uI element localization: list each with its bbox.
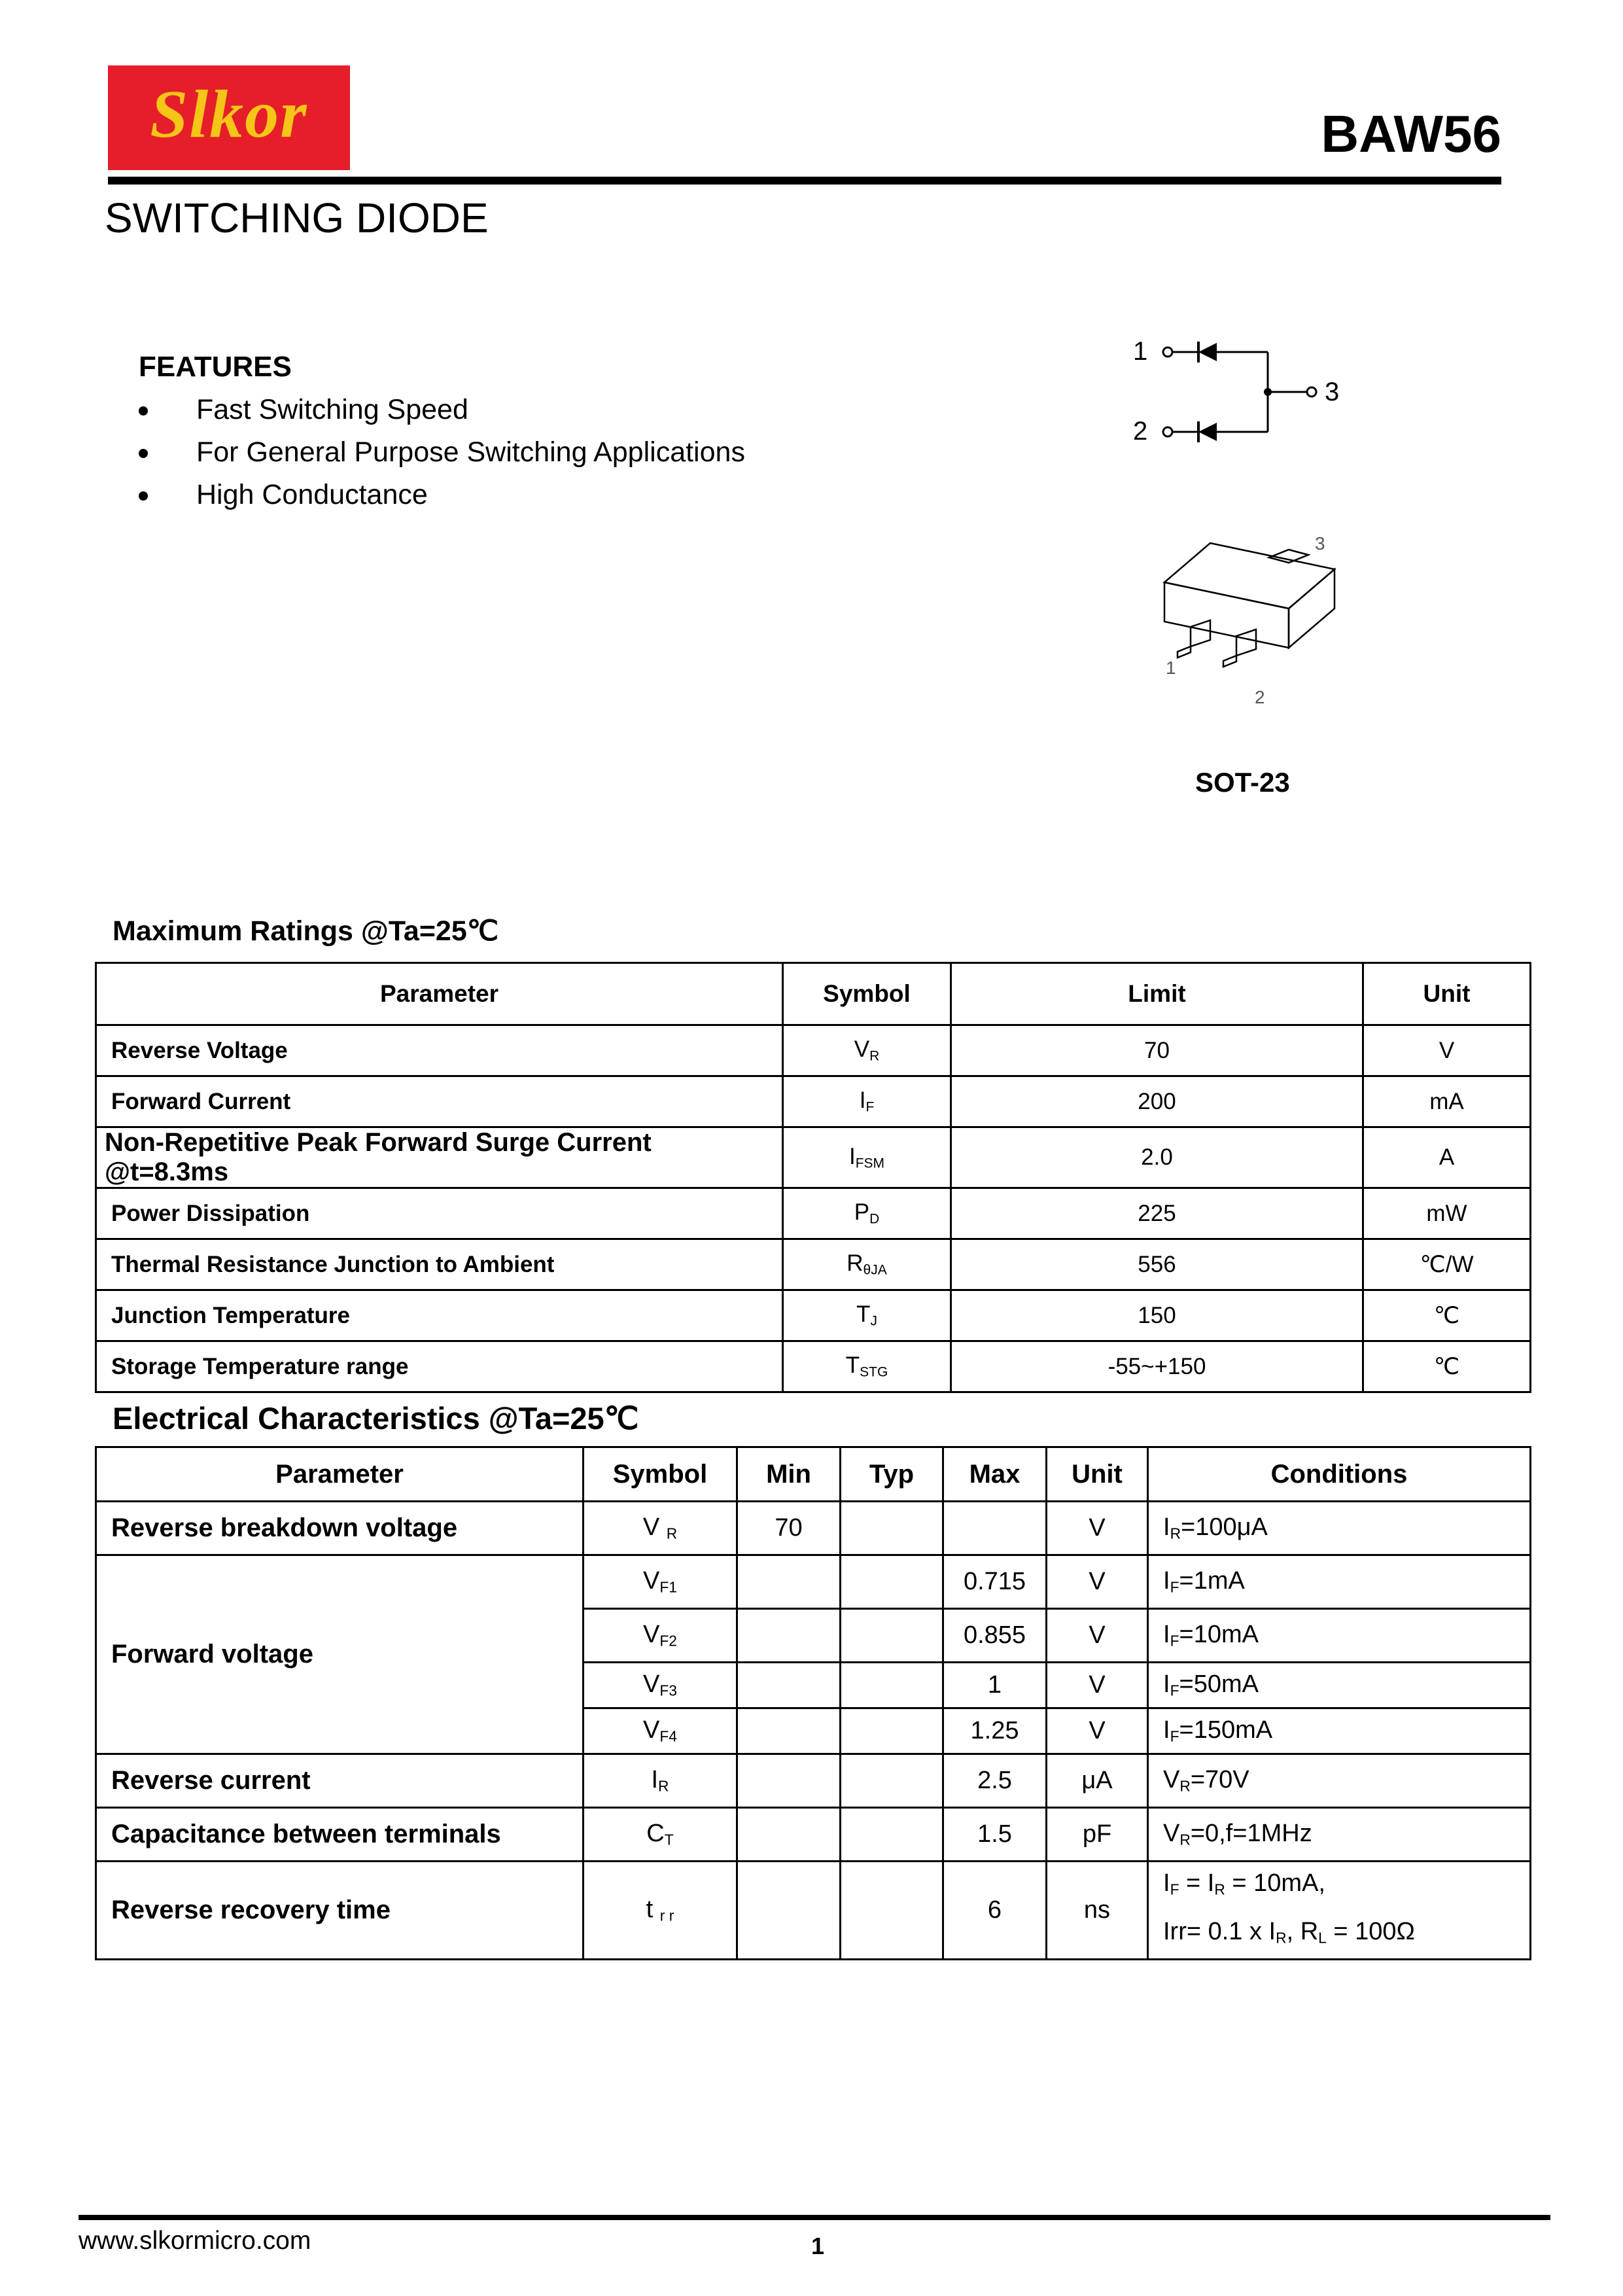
col-header-max: Max: [943, 1447, 1047, 1502]
table-row: Reverse recovery time t $_{r r}$ 6 ns $I_F = I_R = 10mA$, Irr= 0.1 x $I_R$, $R_L = 100\Omega$: [96, 1862, 1531, 1960]
table-row: $V_{F4}$ 1.25 V $I_F=150mA$: [96, 1708, 1531, 1754]
package-name: SOT-23: [1195, 767, 1290, 798]
table-header-row: [96, 1447, 1531, 1502]
col-header-unit: Unit: [1363, 963, 1531, 1025]
bullet-icon: [139, 449, 148, 458]
bullet-icon: [139, 406, 148, 415]
table-row: Capacitance between terminals $C_T$ 1.5 pF $V_R=0,f=1MHz$: [96, 1808, 1531, 1862]
part-number: BAW56: [1321, 105, 1501, 163]
feature-item: Fast Switching Speed: [139, 389, 745, 431]
col-header-limit: Limit: [951, 963, 1363, 1025]
table-row: Reverse current $I_R$ 2.5 μA $V_R=70V$: [96, 1754, 1531, 1808]
schematic-pin-2: 2: [1133, 417, 1148, 446]
col-header-parameter: Parameter: [96, 963, 783, 1025]
feature-item: High Conductance: [139, 474, 745, 516]
header-rule: [108, 177, 1501, 185]
package-pin-3: 3: [1315, 533, 1325, 554]
max-ratings-title: Maximum Ratings @Ta=25℃: [113, 915, 499, 947]
logo-text: Slkor: [150, 77, 308, 152]
electrical-table: [95, 1446, 1531, 1960]
table-row: $V_{F2}$ 0.855 V $I_F=10mA$: [96, 1609, 1531, 1663]
footer-url: www.slkormicro.com: [79, 2227, 311, 2255]
table-row: Non-Repetitive Peak Forward Surge Current @t=8.3ms $I_{FSM}$ 2.0 A: [96, 1127, 1531, 1188]
footer-rule: [79, 2215, 1550, 2220]
page-number: 1: [811, 2233, 825, 2259]
brand-logo: [108, 65, 350, 170]
bullet-icon: [139, 491, 148, 501]
electrical-title: Electrical Characteristics @Ta=25℃: [113, 1401, 639, 1436]
table-row: Junction Temperature $T_J$ 150 ℃: [96, 1290, 1531, 1341]
col-header-symbol: Symbol: [783, 963, 951, 1025]
diode-1-icon: [1198, 343, 1217, 361]
feature-item: For General Purpose Switching Applications: [139, 431, 745, 474]
col-header-unit: Unit: [1047, 1447, 1148, 1502]
table-row: Forward voltage $V_{F1}$ 0.715 V $I_F=1mA$: [96, 1555, 1531, 1609]
col-header-conditions: Conditions: [1148, 1447, 1531, 1502]
package-pin-1: 1: [1166, 658, 1176, 678]
table-row: Forward Current $I_F$ 200 mA: [96, 1076, 1531, 1127]
col-header-min: Min: [737, 1447, 841, 1502]
diode-2-icon: [1198, 423, 1217, 441]
col-header-symbol: Symbol: [584, 1447, 737, 1502]
table-row: Storage Temperature range $T_{STG}$ -55~+150 ℃: [96, 1341, 1531, 1392]
table-row: Power Dissipation $P_D$ 225 mW: [96, 1188, 1531, 1239]
col-header-typ: Typ: [841, 1447, 943, 1502]
table-header-row: [96, 963, 1531, 1025]
schematic-pin-1: 1: [1133, 337, 1148, 366]
page-subtitle: SWITCHING DIODE: [105, 194, 489, 241]
package-pin-2: 2: [1255, 687, 1265, 707]
col-header-parameter: Parameter: [96, 1447, 584, 1502]
schematic-pin-3: 3: [1325, 378, 1340, 406]
table-row: Reverse breakdown voltage V $_R$ 70 V $I_R=100\mu A$: [96, 1502, 1531, 1555]
table-row: $V_{F3}$ 1 V $I_F=50mA$: [96, 1663, 1531, 1708]
sot23-package-drawing: [1138, 523, 1387, 720]
table-row: Thermal Resistance Junction to Ambient $R_{\theta JA}$ 556 ℃/W: [96, 1239, 1531, 1290]
table-row: Reverse Voltage $V_R$ 70 V: [96, 1025, 1531, 1076]
max-ratings-table: [95, 962, 1531, 1393]
features-list: [139, 389, 745, 516]
diode-schematic: [1125, 327, 1361, 458]
features-title: FEATURES: [139, 351, 292, 383]
